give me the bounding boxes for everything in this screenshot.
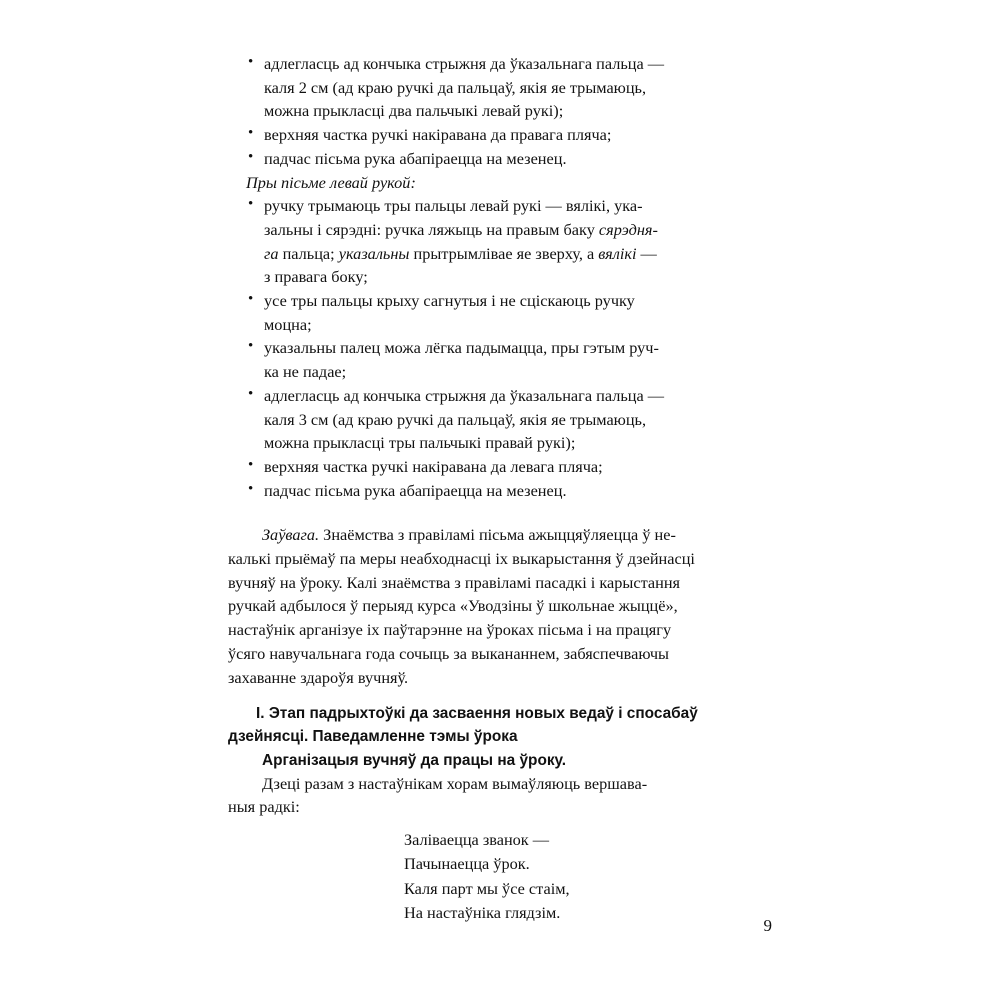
page-content bbox=[228, 52, 794, 926]
bullet-text-italic: вялікі bbox=[598, 243, 637, 263]
bullet-line: можна прыкласці два пальчыкі левай рукі); bbox=[264, 101, 564, 121]
stage-paragraph-line: Дзеці разам з настаўнікам хорам вымаўляюць вершава- bbox=[262, 773, 648, 793]
note-line: калькі прыёмаў па меры неабходнасці іх выкарыстання ў дзейнасці bbox=[228, 549, 695, 569]
stage-heading-line2: дзейнясці. Паведамленне тэмы ўрока bbox=[228, 728, 518, 746]
bullet-line bbox=[264, 242, 794, 266]
bullet-text: прытрымлівае яе зверху, а bbox=[409, 243, 599, 263]
bullet-line: • верхняя частка ручкі накіравана да правага пляча; bbox=[264, 125, 612, 145]
bullet-line: • усе тры пальцы крыху сагнутыя і не сціскаюць ручку bbox=[264, 291, 635, 311]
list-item bbox=[244, 123, 794, 147]
bullet-line: моцна; bbox=[264, 314, 312, 334]
list-item bbox=[244, 289, 794, 336]
bullet-line: можна прыкласці тры пальчыкі правай рукі); bbox=[264, 433, 576, 453]
spacer bbox=[228, 689, 794, 702]
note-line: захаванне здароўя вучняў. bbox=[228, 667, 409, 687]
bullet-line: каля 3 см (ад краю ручкі да пальцаў, якія яе трымаюць, bbox=[264, 409, 647, 429]
bullet-line bbox=[264, 218, 794, 242]
note-line bbox=[228, 523, 794, 547]
bullet-text: пальца; bbox=[278, 243, 339, 263]
bullet-text-italic: га bbox=[264, 243, 279, 263]
bullet-text: — bbox=[636, 243, 657, 263]
bullet-line: • падчас пісьма рука абапіраецца на мезенец. bbox=[264, 480, 567, 500]
bullet-line: • ручку трымаюць тры пальцы левай рукі — вялікі, ука- bbox=[264, 196, 643, 216]
stage-heading-line1: І. Этап падрыхтоўкі да засваення новых ведаў і спосабаў bbox=[256, 705, 698, 723]
bullet-line: • верхняя частка ручкі накіравана да левага пляча; bbox=[264, 456, 603, 476]
bullet-line: • указальны палец можа лёгка падымацца, пры гэтым руч- bbox=[264, 338, 659, 358]
note-lead: Заўвага. bbox=[262, 525, 320, 545]
list-item bbox=[244, 194, 794, 289]
stage-paragraph-line: ныя радкі: bbox=[228, 797, 300, 817]
bullet-list-right-hand bbox=[228, 52, 794, 171]
left-hand-subheading: Пры пісьме левай рукой: bbox=[246, 172, 416, 192]
bullet-line: • адлеглaсць ад кончыка стрыжня да ўказальнага пальца — bbox=[264, 385, 665, 405]
list-item bbox=[244, 455, 794, 479]
bullet-text-italic: сярэдня- bbox=[598, 219, 658, 239]
verse-block bbox=[404, 828, 794, 926]
stage-heading bbox=[228, 702, 794, 748]
verse-line: Заліваецца званок — bbox=[404, 830, 550, 850]
bullet-line: ка не падае; bbox=[264, 362, 347, 382]
note-line: вучняў на ўроку. Калі знаёмства з правіламі пасадкі і карыстання bbox=[228, 572, 681, 592]
note-text: Знаёмства з правіламі пісьма ажыццяўляецца ў не- bbox=[319, 525, 676, 545]
page-number: 9 bbox=[763, 916, 772, 935]
bullet-line: • адлеглaсць ад кончыка стрыжня да ўказальнага пальца — bbox=[264, 54, 665, 73]
bullet-text: зальны і сярэдні: ручка ляжыць на правым баку bbox=[264, 219, 599, 239]
note-line: ўсяго навучальнага года сочыць за выкананнем, забяспечваючы bbox=[228, 643, 669, 663]
bullet-line: • падчас пісьма рука абапіраецца на мезенец. bbox=[264, 148, 567, 168]
stage-paragraph bbox=[228, 772, 794, 819]
list-item bbox=[244, 147, 794, 171]
note-line: ручкай адбылося ў перыяд курса «Уводзіны ў школьнае жыццё», bbox=[228, 596, 678, 616]
list-item bbox=[244, 336, 794, 383]
spacer bbox=[228, 502, 794, 523]
bullet-list-left-hand bbox=[228, 194, 794, 502]
verse-line: На настаўніка глядзім. bbox=[404, 903, 561, 923]
list-item bbox=[244, 52, 794, 123]
list-item bbox=[244, 384, 794, 455]
verse-line: Каля парт мы ўсе стаім, bbox=[404, 878, 570, 898]
note-line: настаўнік арганізуе іх паўтарэнне на ўроках пісьма і на працягу bbox=[228, 620, 672, 640]
list-item bbox=[244, 479, 794, 503]
stage-subheading: Арганізацыя вучняў да працы на ўроку. bbox=[262, 751, 567, 769]
verse-line: Пачынаецца ўрок. bbox=[404, 854, 530, 874]
bullet-line: з правага боку; bbox=[264, 267, 368, 287]
bullet-line: каля 2 см (ад краю ручкі да пальцаў, якія яе трымаюць, bbox=[264, 77, 647, 97]
bullet-text-italic: указальны bbox=[338, 243, 410, 263]
note-paragraph bbox=[228, 523, 794, 689]
